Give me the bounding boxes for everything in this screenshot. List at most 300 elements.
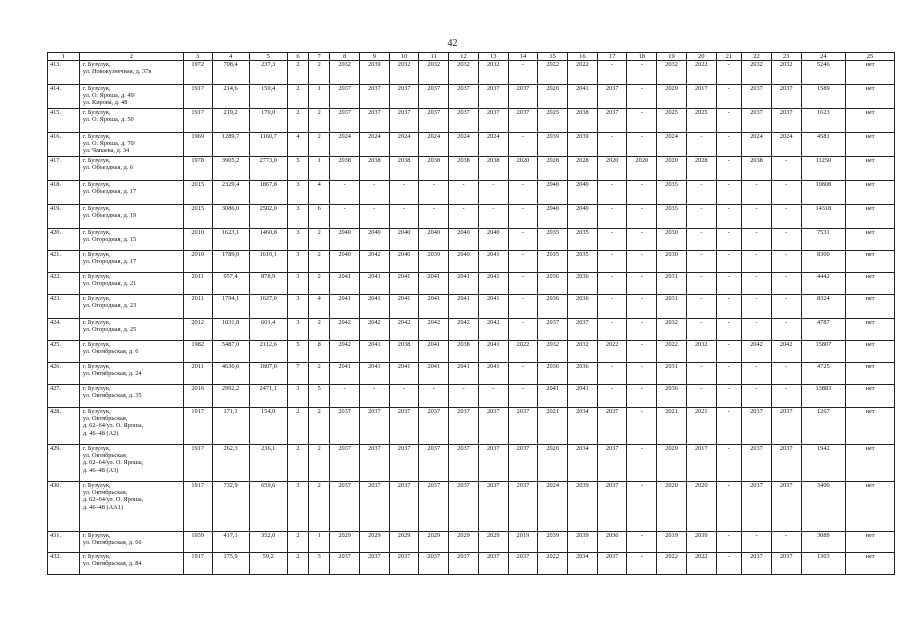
value-cell: 3 bbox=[287, 251, 308, 273]
value-cell: 2037 bbox=[449, 408, 479, 445]
header-cell: 22 bbox=[742, 53, 772, 61]
value-cell: 2031 bbox=[657, 273, 687, 295]
row-number: 430. bbox=[48, 482, 80, 532]
value-cell: - bbox=[686, 385, 716, 408]
value-cell: 2020 bbox=[657, 157, 687, 181]
value-cell: 2025 bbox=[686, 109, 716, 133]
value-cell: - bbox=[771, 205, 801, 229]
value-cell: 2041 bbox=[478, 295, 508, 319]
row-number: 427. bbox=[48, 385, 80, 408]
value-cell: 957,4 bbox=[212, 273, 249, 295]
row-number: 431. bbox=[48, 532, 80, 553]
value-cell: 1794,1 bbox=[212, 295, 249, 319]
address-cell: г. Бузулук, ул. Новокузнечная, д. 37в bbox=[79, 61, 183, 85]
value-cell: - bbox=[716, 205, 741, 229]
value-cell: 4442 bbox=[801, 273, 846, 295]
value-cell: 2 bbox=[309, 109, 330, 133]
value-cell: - bbox=[742, 251, 772, 273]
table-row bbox=[48, 181, 895, 205]
value-cell: - bbox=[716, 295, 741, 319]
value-cell: 2040 bbox=[568, 181, 598, 205]
value-cell: 3 bbox=[287, 295, 308, 319]
value-cell: нет bbox=[846, 553, 895, 575]
value-cell: 2038 bbox=[419, 157, 449, 181]
value-cell: 2039 bbox=[568, 133, 598, 157]
value-cell: нет bbox=[846, 109, 895, 133]
header-cell: 10 bbox=[389, 53, 419, 61]
value-cell: 2 bbox=[287, 85, 308, 109]
header-cell: 7 bbox=[309, 53, 330, 61]
value-cell: 2028 bbox=[568, 157, 598, 181]
row-number: 422. bbox=[48, 273, 80, 295]
value-cell: - bbox=[360, 205, 390, 229]
value-cell: - bbox=[686, 133, 716, 157]
value-cell: 2022 bbox=[686, 61, 716, 85]
value-cell: 2036 bbox=[597, 532, 627, 553]
address-cell: г. Бузулук, ул. Октябрьская, д. 84 bbox=[79, 553, 183, 575]
value-cell: 2041 bbox=[449, 273, 479, 295]
value-cell: - bbox=[449, 205, 479, 229]
value-cell: 2037 bbox=[478, 85, 508, 109]
value-cell: 2037 bbox=[742, 109, 772, 133]
row-number: 416. bbox=[48, 133, 80, 157]
table-row bbox=[48, 445, 895, 482]
value-cell: 2038 bbox=[449, 341, 479, 363]
value-cell: - bbox=[597, 61, 627, 85]
value-cell: 2029 bbox=[330, 532, 360, 553]
value-cell: 2038 bbox=[389, 341, 419, 363]
value-cell: - bbox=[771, 319, 801, 341]
value-cell: 2040 bbox=[449, 229, 479, 251]
value-cell: 2037 bbox=[742, 553, 772, 575]
header-cell: 17 bbox=[597, 53, 627, 61]
value-cell: 2015 bbox=[183, 205, 212, 229]
value-cell: - bbox=[449, 385, 479, 408]
value-cell: 2024 bbox=[419, 133, 449, 157]
value-cell: 2037 bbox=[478, 553, 508, 575]
value-cell: - bbox=[742, 229, 772, 251]
value-cell: 2032 bbox=[686, 341, 716, 363]
table-row bbox=[48, 319, 895, 341]
value-cell: 2037 bbox=[771, 109, 801, 133]
value-cell: 2037 bbox=[771, 482, 801, 532]
header-cell: 16 bbox=[568, 53, 598, 61]
header-cell: 6 bbox=[287, 53, 308, 61]
value-cell: 2041 bbox=[360, 295, 390, 319]
value-cell: 2037 bbox=[419, 109, 449, 133]
value-cell: 2042 bbox=[771, 341, 801, 363]
value-cell: 2037 bbox=[449, 482, 479, 532]
value-cell: 659,6 bbox=[249, 482, 287, 532]
value-cell: 1972 bbox=[183, 61, 212, 85]
value-cell: 2024 bbox=[360, 133, 390, 157]
value-cell: 2037 bbox=[597, 482, 627, 532]
value-cell: 2032 bbox=[330, 61, 360, 85]
value-cell: - bbox=[627, 61, 657, 85]
value-cell: 2028 bbox=[538, 157, 568, 181]
value-cell: 2039 bbox=[538, 532, 568, 553]
value-cell: 2037 bbox=[771, 408, 801, 445]
value-cell: 2041 bbox=[478, 363, 508, 385]
value-cell: - bbox=[686, 363, 716, 385]
address-cell: г. Бузулук, ул. Огородная, д. 17 bbox=[79, 251, 183, 273]
value-cell: 2029 bbox=[657, 445, 687, 482]
value-cell: 2038 bbox=[360, 157, 390, 181]
row-number: 413. bbox=[48, 61, 80, 85]
value-cell: - bbox=[742, 363, 772, 385]
value-cell: 2 bbox=[287, 532, 308, 553]
value-cell: 214,6 bbox=[212, 85, 249, 109]
header-cell: 9 bbox=[360, 53, 390, 61]
value-cell: 2992,2 bbox=[212, 385, 249, 408]
value-cell: - bbox=[716, 61, 741, 85]
value-cell: 2038 bbox=[389, 157, 419, 181]
value-cell: - bbox=[742, 205, 772, 229]
value-cell: - bbox=[627, 251, 657, 273]
value-cell: 4 bbox=[309, 181, 330, 205]
header-cell: 8 bbox=[330, 53, 360, 61]
value-cell: 2041 bbox=[568, 85, 598, 109]
value-cell: 175,9 bbox=[212, 553, 249, 575]
value-cell: - bbox=[627, 273, 657, 295]
value-cell: 2022 bbox=[686, 553, 716, 575]
value-cell: 2037 bbox=[360, 85, 390, 109]
value-cell: 2016 bbox=[183, 385, 212, 408]
value-cell: 2037 bbox=[360, 109, 390, 133]
value-cell: - bbox=[330, 385, 360, 408]
value-cell: - bbox=[508, 363, 538, 385]
value-cell: нет bbox=[846, 363, 895, 385]
value-cell: 2034 bbox=[568, 445, 598, 482]
value-cell: 2029 bbox=[449, 532, 479, 553]
value-cell: 3 bbox=[287, 181, 308, 205]
value-cell: - bbox=[716, 363, 741, 385]
value-cell: - bbox=[771, 157, 801, 181]
value-cell: 2037 bbox=[508, 445, 538, 482]
value-cell: 2042 bbox=[419, 319, 449, 341]
value-cell: 2012 bbox=[183, 319, 212, 341]
header-cell: 5 bbox=[249, 53, 287, 61]
value-cell: 2020 bbox=[627, 157, 657, 181]
value-cell: 3 bbox=[287, 229, 308, 251]
value-cell: 5246 bbox=[801, 61, 846, 85]
value-cell: 2042 bbox=[449, 319, 479, 341]
value-cell: 2037 bbox=[360, 408, 390, 445]
value-cell: - bbox=[771, 229, 801, 251]
value-cell: 150,4 bbox=[249, 85, 287, 109]
value-cell: - bbox=[686, 273, 716, 295]
row-number: 414. bbox=[48, 85, 80, 109]
value-cell: 2040 bbox=[478, 229, 508, 251]
value-cell: - bbox=[627, 205, 657, 229]
value-cell: - bbox=[597, 319, 627, 341]
value-cell: 2017 bbox=[686, 445, 716, 482]
value-cell: 2040 bbox=[449, 251, 479, 273]
value-cell: 2 bbox=[309, 363, 330, 385]
value-cell: нет bbox=[846, 85, 895, 109]
address-cell: г. Бузулук, ул. Октябрьская, д. 24 bbox=[79, 363, 183, 385]
value-cell: 2041 bbox=[538, 385, 568, 408]
value-cell: - bbox=[478, 181, 508, 205]
value-cell: - bbox=[508, 273, 538, 295]
value-cell: 2020 bbox=[686, 482, 716, 532]
value-cell: 2037 bbox=[568, 319, 598, 341]
value-cell: 2037 bbox=[419, 408, 449, 445]
value-cell: - bbox=[419, 181, 449, 205]
value-cell: 2037 bbox=[597, 109, 627, 133]
address-cell: г. Бузулук, ул. Огородная, д. 23 bbox=[79, 295, 183, 319]
value-cell: 2035 bbox=[657, 205, 687, 229]
value-cell: 8 bbox=[309, 341, 330, 363]
value-cell: - bbox=[742, 532, 772, 553]
value-cell: нет bbox=[846, 408, 895, 445]
value-cell: 2024 bbox=[538, 482, 568, 532]
address-cell: г. Бузулук, ул. Огородная, д. 21 bbox=[79, 273, 183, 295]
value-cell: 1917 bbox=[183, 408, 212, 445]
value-cell: - bbox=[716, 157, 741, 181]
value-cell: 2024 bbox=[742, 133, 772, 157]
table-row bbox=[48, 532, 895, 553]
value-cell: - bbox=[742, 181, 772, 205]
row-number: 421. bbox=[48, 251, 80, 273]
value-cell: 2 bbox=[287, 553, 308, 575]
value-cell: 1917 bbox=[183, 553, 212, 575]
value-cell: 2042 bbox=[360, 319, 390, 341]
value-cell: 2032 bbox=[742, 61, 772, 85]
value-cell: 2037 bbox=[478, 408, 508, 445]
value-cell: 2019 bbox=[657, 532, 687, 553]
value-cell: 4 bbox=[287, 133, 308, 157]
value-cell: - bbox=[686, 229, 716, 251]
header-cell: 12 bbox=[449, 53, 479, 61]
value-cell: - bbox=[360, 181, 390, 205]
value-cell: - bbox=[716, 319, 741, 341]
header-cell: 4 bbox=[212, 53, 249, 61]
address-cell: г. Бузулук, ул. Объездная, д. 6 bbox=[79, 157, 183, 181]
address-cell: г. Бузулук, ул. Октябрьская, д. 6 bbox=[79, 341, 183, 363]
value-cell: 2471,1 bbox=[249, 385, 287, 408]
value-cell: - bbox=[627, 341, 657, 363]
value-cell: 3905,2 bbox=[212, 157, 249, 181]
value-cell: - bbox=[716, 109, 741, 133]
value-cell: 2037 bbox=[597, 553, 627, 575]
row-number: 417. bbox=[48, 157, 80, 181]
value-cell: 2 bbox=[309, 408, 330, 445]
value-cell: - bbox=[627, 181, 657, 205]
value-cell: 2 bbox=[309, 445, 330, 482]
value-cell: 2037 bbox=[771, 445, 801, 482]
value-cell: 1917 bbox=[183, 445, 212, 482]
value-cell: 2037 bbox=[389, 553, 419, 575]
value-cell: - bbox=[627, 109, 657, 133]
value-cell: 2040 bbox=[330, 229, 360, 251]
value-cell: - bbox=[686, 205, 716, 229]
value-cell: 2020 bbox=[597, 157, 627, 181]
value-cell: 2041 bbox=[330, 273, 360, 295]
value-cell: 5 bbox=[287, 341, 308, 363]
address-cell: г. Бузулук, ул. О. Яроша, д. 49/ ул. Кирова, д. 48 bbox=[79, 85, 183, 109]
value-cell: - bbox=[627, 385, 657, 408]
value-cell: 2042 bbox=[330, 341, 360, 363]
value-cell: 2037 bbox=[360, 553, 390, 575]
header-cell: 14 bbox=[508, 53, 538, 61]
value-cell: 2024 bbox=[330, 133, 360, 157]
value-cell: - bbox=[597, 363, 627, 385]
value-cell: 2037 bbox=[771, 85, 801, 109]
header-cell: 1 bbox=[48, 53, 80, 61]
value-cell: 2040 bbox=[360, 229, 390, 251]
value-cell: - bbox=[716, 229, 741, 251]
value-cell: - bbox=[508, 61, 538, 85]
value-cell: 2 bbox=[309, 273, 330, 295]
value-cell: 219,2 bbox=[212, 109, 249, 133]
value-cell: - bbox=[627, 229, 657, 251]
value-cell: 2024 bbox=[389, 133, 419, 157]
address-cell: г. Бузулук, ул. Октябрьская, д. 62–64/ул. О. Яроша, д. 46–48 (А3) bbox=[79, 445, 183, 482]
value-cell: 2042 bbox=[330, 319, 360, 341]
value-cell: 3 bbox=[287, 385, 308, 408]
value-cell: - bbox=[508, 205, 538, 229]
value-cell: - bbox=[508, 385, 538, 408]
value-cell: 1982 bbox=[183, 341, 212, 363]
value-cell: - bbox=[597, 251, 627, 273]
value-cell: 2029 bbox=[478, 532, 508, 553]
value-cell: 154,0 bbox=[249, 408, 287, 445]
value-cell: 2024 bbox=[771, 133, 801, 157]
value-cell: 2037 bbox=[771, 553, 801, 575]
value-cell: - bbox=[389, 205, 419, 229]
table-row bbox=[48, 482, 895, 532]
value-cell: - bbox=[716, 482, 741, 532]
value-cell: 2041 bbox=[568, 385, 598, 408]
value-cell: 2032 bbox=[771, 61, 801, 85]
value-cell: нет bbox=[846, 181, 895, 205]
value-cell: 171,1 bbox=[212, 408, 249, 445]
value-cell: - bbox=[449, 181, 479, 205]
value-cell: 2022 bbox=[508, 341, 538, 363]
value-cell: 2038 bbox=[330, 157, 360, 181]
value-cell: нет bbox=[846, 229, 895, 251]
value-cell: 1267 bbox=[801, 408, 846, 445]
value-cell: 2040 bbox=[419, 229, 449, 251]
value-cell: 1939 bbox=[183, 532, 212, 553]
value-cell: 6 bbox=[309, 205, 330, 229]
value-cell: 4636,6 bbox=[212, 363, 249, 385]
value-cell: 2032 bbox=[419, 61, 449, 85]
value-cell: - bbox=[627, 482, 657, 532]
value-cell: 2036 bbox=[568, 295, 598, 319]
value-cell: - bbox=[597, 273, 627, 295]
row-number: 415. bbox=[48, 109, 80, 133]
value-cell: нет bbox=[846, 295, 895, 319]
value-cell: 1 bbox=[309, 85, 330, 109]
value-cell: - bbox=[389, 181, 419, 205]
table-row bbox=[48, 157, 895, 181]
value-cell: - bbox=[716, 553, 741, 575]
value-cell: - bbox=[627, 319, 657, 341]
value-cell: 4581 bbox=[801, 133, 846, 157]
value-cell: 59,2 bbox=[249, 553, 287, 575]
value-cell: 2035 bbox=[657, 181, 687, 205]
value-cell: 3086,0 bbox=[212, 205, 249, 229]
table-row bbox=[48, 133, 895, 157]
row-number: 423. bbox=[48, 295, 80, 319]
value-cell: - bbox=[508, 295, 538, 319]
header-cell: 23 bbox=[771, 53, 801, 61]
value-cell: нет bbox=[846, 251, 895, 273]
table-row bbox=[48, 109, 895, 133]
table-row bbox=[48, 273, 895, 295]
value-cell: - bbox=[742, 295, 772, 319]
value-cell: - bbox=[627, 408, 657, 445]
value-cell: 2037 bbox=[389, 109, 419, 133]
value-cell: 2020 bbox=[538, 85, 568, 109]
value-cell: 2040 bbox=[538, 205, 568, 229]
address-cell: г. Бузулук, ул. Объездная, д. 17 bbox=[79, 181, 183, 205]
value-cell: 2 bbox=[309, 319, 330, 341]
address-cell: г. Бузулук, ул. Объездная, д. 19 bbox=[79, 205, 183, 229]
value-cell: 2041 bbox=[419, 295, 449, 319]
value-cell: 1627,0 bbox=[249, 295, 287, 319]
value-cell: 2037 bbox=[330, 445, 360, 482]
value-cell: 4725 bbox=[801, 363, 846, 385]
value-cell: 2037 bbox=[330, 482, 360, 532]
value-cell: 237,3 bbox=[249, 61, 287, 85]
value-cell: 2038 bbox=[478, 157, 508, 181]
value-cell: - bbox=[597, 229, 627, 251]
value-cell: 1303 bbox=[801, 553, 846, 575]
address-cell: г. Бузулук, ул. Октябрьская, д. 66 bbox=[79, 532, 183, 553]
value-cell: 2041 bbox=[478, 341, 508, 363]
value-cell: - bbox=[716, 273, 741, 295]
value-cell: 2037 bbox=[508, 109, 538, 133]
value-cell: 2022 bbox=[538, 61, 568, 85]
value-cell: 3 bbox=[287, 273, 308, 295]
value-cell: 2029 bbox=[389, 532, 419, 553]
value-cell: 2037 bbox=[742, 85, 772, 109]
value-cell: 2041 bbox=[330, 363, 360, 385]
value-cell: 2037 bbox=[360, 482, 390, 532]
value-cell: 2021 bbox=[686, 408, 716, 445]
value-cell: 878,9 bbox=[249, 273, 287, 295]
value-cell: 2035 bbox=[538, 251, 568, 273]
value-cell: 2025 bbox=[538, 109, 568, 133]
value-cell: 1610,1 bbox=[249, 251, 287, 273]
value-cell: 2037 bbox=[389, 445, 419, 482]
row-number: 428. bbox=[48, 408, 80, 445]
value-cell: 8300 bbox=[801, 251, 846, 273]
row-number: 424. bbox=[48, 319, 80, 341]
value-cell: 2039 bbox=[686, 532, 716, 553]
housing-registry-table bbox=[47, 52, 895, 575]
value-cell: нет bbox=[846, 273, 895, 295]
value-cell: - bbox=[360, 385, 390, 408]
value-cell: 2032 bbox=[657, 319, 687, 341]
value-cell: 2029 bbox=[657, 85, 687, 109]
value-cell: 2 bbox=[309, 251, 330, 273]
value-cell: - bbox=[627, 133, 657, 157]
value-cell: 732,9 bbox=[212, 482, 249, 532]
row-number: 419. bbox=[48, 205, 80, 229]
value-cell: 2 bbox=[309, 61, 330, 85]
address-cell: г. Бузулук, ул. Октябрьская, д. 35 bbox=[79, 385, 183, 408]
value-cell: 2022 bbox=[657, 553, 687, 575]
header-cell: 3 bbox=[183, 53, 212, 61]
value-cell: нет bbox=[846, 445, 895, 482]
value-cell: 2015 bbox=[183, 181, 212, 205]
table-row bbox=[48, 251, 895, 273]
value-cell: 2038 bbox=[449, 157, 479, 181]
